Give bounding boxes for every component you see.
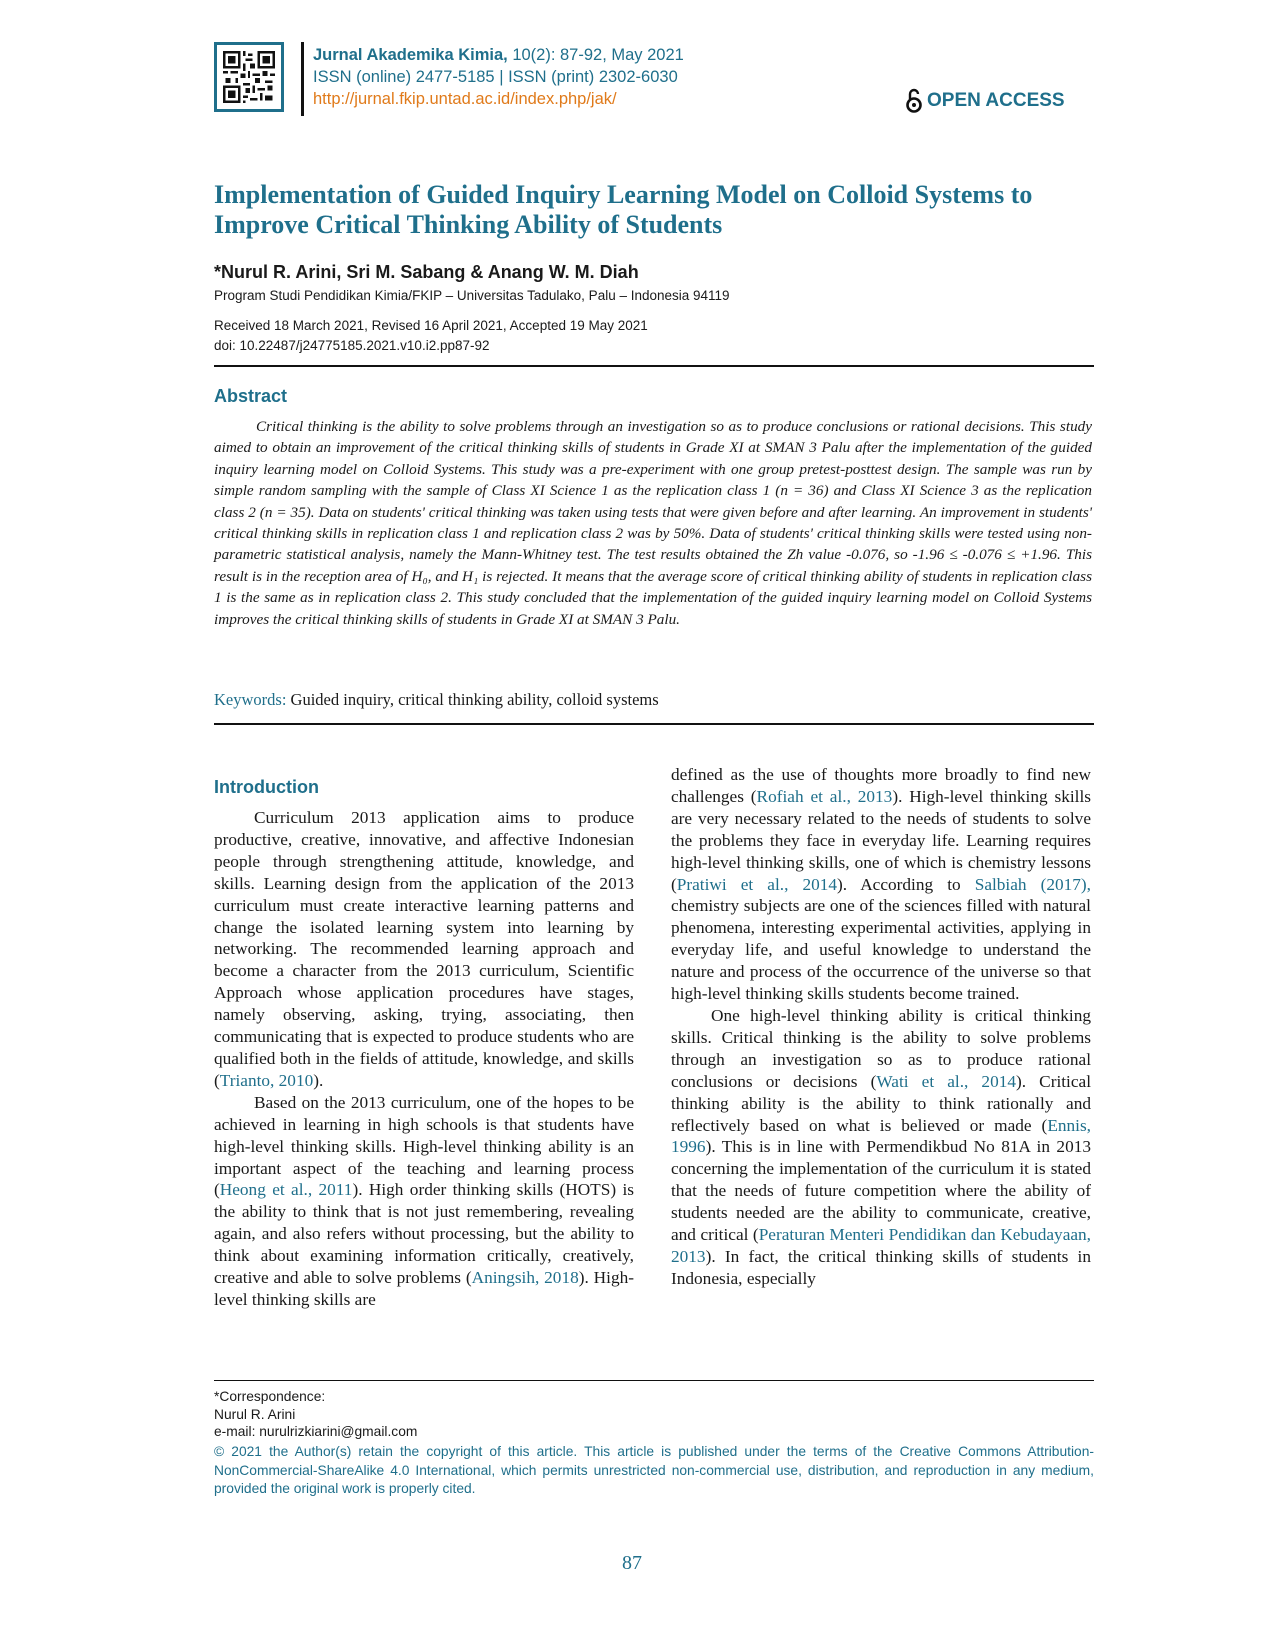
text-run: One high-level thinking ability is critical thinking skills. Critical thinking is the ability to solve problems through an investigation so as to produce rational conclusions or decisions ( [671, 1005, 1091, 1091]
text-run: ). According to [837, 874, 975, 894]
text-run: ). High-level thinking skills are very necessary related to the needs of students to solve the problems they face in everyday life. Learning requires high-level thinking skills, one of which is chemistry lessons ( [671, 786, 1091, 894]
open-access-label: OPEN ACCESS [927, 90, 1065, 111]
abstract-text: Critical thinking is the ability to solve problems through an investigation so as to produce conclusions or rational decisions. This study aimed to obtain an improvement of the critical thinking skills of students in Grade XI at SMAN 3 Palu after the implementation of the guided inquiry learning model on Colloid Systems. This study was a pre-experiment with one group pretest-posttest design. The sample was run by simple random sampling with the sample of Class XI Science 1 as the replication class 1 (n = 36) and Class XI Science 3 as the replication class 2 (n = 35). Data on students' critical thinking was taken using tests that were given before and after learning. An improvement in students' critical thinking skills in replication class 1 and replication class 2 was by 50%. Data of students' critical thinking skills were tested using non-parametric statistical analysis, namely the Mann-Whitney test. The test results obtained the Zh value -0.076, so -1.96 ≤ -0.076 ≤ +1.96. This result is in the reception area of H₀, and H₁ is rejected. It means that the average score of critical thinking ability of students in replication class 1 is the same as in replication class 2. This study concluded that the implementation of the guided inquiry learning model on Colloid Systems improves the critical thinking skills of students in Grade XI at SMAN 3 Palu. [214, 418, 1092, 628]
citation-link[interactable]: Wati et al., 2014 [876, 1071, 1016, 1091]
keywords [214, 690, 659, 710]
journal-issue: 10(2): 87-92, May 2021 [507, 46, 684, 64]
page-number: 87 [622, 1552, 642, 1574]
citation-link[interactable]: Ennis, 1996 [671, 1115, 1091, 1157]
text-run: defined as the use of thoughts more broadly to find new challenges ( [671, 765, 1091, 806]
text-run: ). [313, 1070, 324, 1090]
keywords-text: Guided inquiry, critical thinking ability, colloid systems [286, 690, 659, 709]
correspondence-email[interactable]: e-mail: nurulrizkiarini@gmail.com [214, 1424, 418, 1439]
journal-citation [313, 44, 684, 66]
citation-link[interactable]: Aningsih, 2018 [471, 1268, 579, 1288]
text-run: ). This is in line with Permendikbud No 81A in 2013 concerning the implementation of the curriculum it is stated that the needs of future competition where the ability of students needed are the ability to communicate, creative, and critical ( [671, 1137, 1091, 1245]
abstract-heading: Abstract [214, 386, 288, 406]
citation-link[interactable]: Peraturan Menteri Pendidikan dan Kebudayaan, 2013 [671, 1225, 1091, 1266]
citation-link[interactable]: Pratiwi et al., 2014 [676, 874, 838, 894]
paragraph-3 [671, 764, 1091, 1005]
journal-name: Jurnal Akademika Kimia, [313, 46, 508, 64]
affiliation: Program Studi Pendidikan Kimia/FKIP – Universitas Tadulako, Palu – Indonesia 94119 [214, 288, 730, 303]
journal-header [313, 44, 684, 110]
text-run: Based on the 2013 curriculum, one of the hopes to be achieved in learning in high schools is that students have high-level thinking skills. High-level thinking ability is an important aspect of the teaching and learning process ( [214, 1092, 634, 1200]
journal-url-link[interactable]: http://jurnal.fkip.untad.ac.id/index.php/jak/ [313, 90, 617, 108]
text-run: ). High-level thinking skills are [214, 1268, 634, 1309]
text-run: ). High order thinking skills (HOTS) is the ability to think that is not just remembering, revealing again, and also refers without processing, but the ability to think about examining information critically, creatively, creative and able to solve problems ( [214, 1180, 634, 1288]
correspondence-block [214, 1388, 417, 1441]
citation-link[interactable]: Salbiah (2017), [974, 874, 1091, 894]
issn: ISSN (online) 2477-5185 | ISSN (print) 2302-6030 [313, 68, 678, 86]
divider-keywords [214, 723, 1094, 725]
column-right [671, 764, 1091, 1290]
citation-link[interactable]: Trianto, 2010 [219, 1070, 314, 1090]
text-run: chemistry subjects are one of the sciences filled with natural phenomena, interesting experimental activities, applying in everyday life, and useful knowledge to understand the nature and process of the occurrence of the universe so that high-level thinking skills students become trained. [671, 896, 1091, 1004]
open-access-badge [905, 88, 1065, 114]
correspondence-label: *Correspondence: [214, 1389, 326, 1404]
column-left [214, 807, 634, 1311]
keywords-label: Keywords: [214, 690, 287, 709]
citation-link[interactable]: Rofiah et al., 2013 [756, 786, 893, 806]
citation-link[interactable]: Heong et al., 2011 [219, 1180, 353, 1200]
correspondence-name: Nurul R. Arini [214, 1406, 296, 1422]
open-access-lock-icon [905, 88, 923, 114]
authors: *Nurul R. Arini, Sri M. Sabang & Anang W. M. Diah [214, 262, 639, 282]
divider-top [214, 365, 1094, 367]
paragraph-1 [214, 807, 634, 1092]
text-run: Curriculum 2013 application aims to produce productive, creative, innovative, and affective Indonesian people through strengthening attitude, knowledge, and skills. Learning design from the application of the 2013 curriculum must create interactive learning patterns and change the isolated learning system into learning by networking. The recommended learning approach and become a character from the 2013 curriculum, Scientific Approach whose application procedures have stages, namely observing, asking, trying, associating, then communicating that is expected to produce students who are qualified both in the fields of attitude, knowledge, and skills ( [214, 808, 634, 1090]
text-run: ). In fact, the critical thinking skills of students in Indonesia, especially [671, 1246, 1091, 1288]
text-run: ). Critical thinking ability is the ability to think rationally and reflectively based on what is believed or made ( [671, 1071, 1091, 1135]
qr-code-graphic [223, 51, 275, 103]
paragraph-2 [214, 1092, 634, 1311]
article-title: Implementation of Guided Inquiry Learning Model on Colloid Systems to Improve Critical Thinking Ability of Students [214, 180, 1033, 239]
qr-code-icon [214, 42, 284, 112]
paragraph-4 [671, 1005, 1091, 1290]
footnote-divider [214, 1380, 1094, 1381]
article-dates: Received 18 March 2021, Revised 16 April 2021, Accepted 19 May 2021 [214, 318, 648, 333]
introduction-heading: Introduction [214, 777, 319, 797]
license-notice: © 2021 the Author(s) retain the copyright of this article. This article is published under the terms of the Creative Commons Attribution-NonCommercial-ShareAlike 4.0 International, which permits unrestricted non-commercial use, distribution, and reproduction in any medium, provided the original work is properly cited. [214, 1444, 1094, 1496]
doi[interactable]: doi: 10.22487/j24775185.2021.v10.i2.pp87-92 [214, 338, 490, 353]
header-divider [301, 42, 304, 116]
